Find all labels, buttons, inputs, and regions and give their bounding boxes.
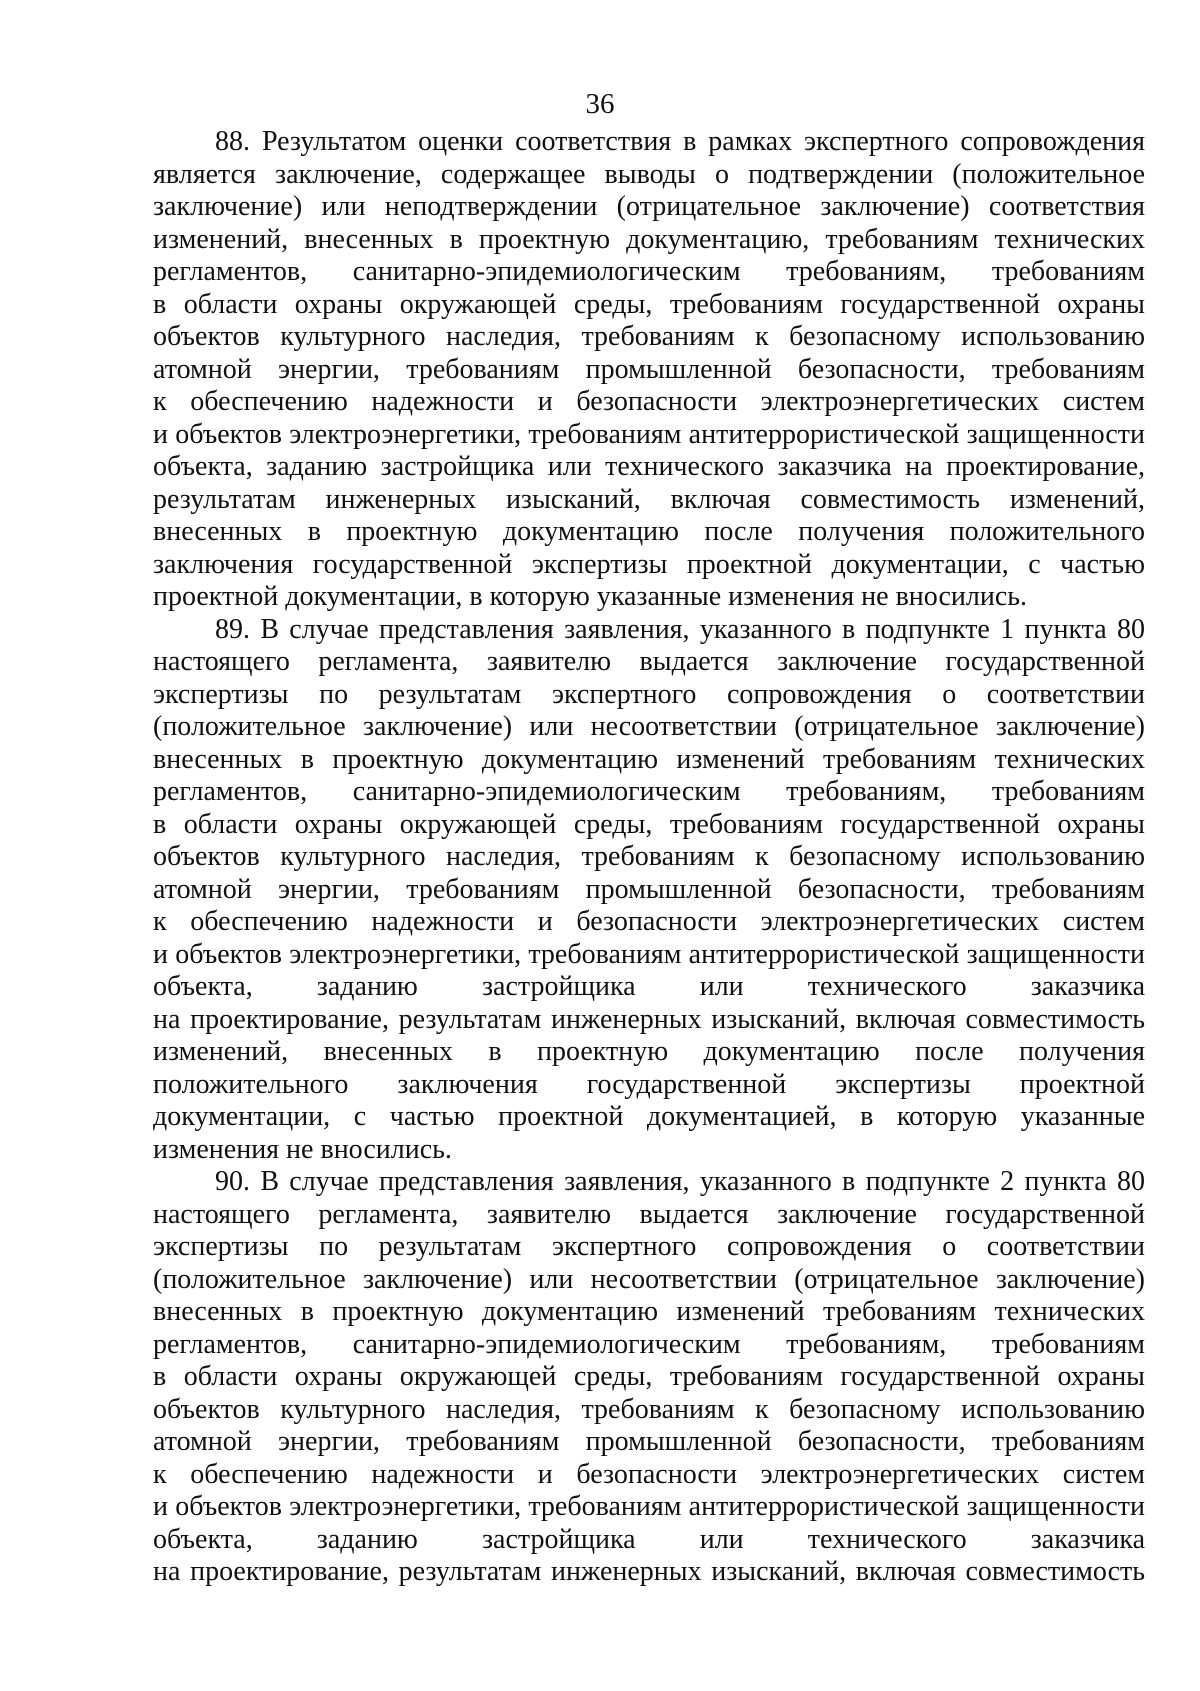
text-line: на проектирование, результатам инженерных изысканий, включая совместимость [153, 1556, 1145, 1587]
text-line: к обеспечению надежности и безопасности электроэнергетических систем [153, 1458, 1145, 1490]
text-line: 90. В случае представления заявления, указанного в подпункте 2 пункта 80 [215, 1166, 1145, 1197]
text-line: документации, с частью проектной документацией, в которую указанные [153, 1101, 1145, 1132]
text-line: объекта, заданию застройщика или технического заказчика [153, 1523, 1145, 1555]
text-line: изменений, внесенных в проектную документацию, требованиям технических [153, 223, 1145, 255]
text-line: объектов культурного наследия, требованиям к безопасному использованию [153, 321, 1145, 352]
text-line: объекта, заданию застройщика или технического заказчика [153, 971, 1145, 1002]
text-line: атомной энергии, требованиям промышленной безопасности, требованиям [153, 1426, 1145, 1457]
text-line: и объектов электроэнергетики, требованиям антитеррористической защищенности [153, 1491, 1145, 1522]
text-line: изменения не вносились. [153, 1133, 452, 1165]
text-line: 88. Результатом оценки соответствия в рамках экспертного сопровождения [215, 126, 1145, 157]
text-line: внесенных в проектную документацию изменений требованиям технических [153, 1296, 1145, 1327]
text-line: атомной энергии, требованиям промышленной безопасности, требованиям [153, 353, 1145, 385]
text-line: экспертизы по результатам экспертного сопровождения о соответствии [153, 678, 1145, 710]
paragraph [153, 126, 1145, 614]
text-line: внесенных в проектную документацию после получения положительного [153, 516, 1145, 547]
text-line: и объектов электроэнергетики, требованиям антитеррористической защищенности [153, 418, 1145, 450]
text-line: изменений, внесенных в проектную документацию после получения [153, 1036, 1145, 1067]
text-line: в области охраны окружающей среды, требованиям государственной охраны [153, 288, 1145, 320]
text-line: 89. В случае представления заявления, указанного в подпункте 1 пункта 80 [215, 613, 1145, 645]
text-line: и объектов электроэнергетики, требованиям антитеррористической защищенности [153, 938, 1145, 970]
text-line: является заключение, содержащее выводы о подтверждении (положительное [153, 158, 1145, 190]
text-line: на проектирование, результатам инженерных изысканий, включая совместимость [153, 1003, 1145, 1035]
text-line: объекта, заданию застройщика или технического заказчика на проектирование, [153, 451, 1145, 482]
paragraph [153, 614, 1145, 1167]
text-line: экспертизы по результатам экспертного сопровождения о соответствии [153, 1231, 1145, 1262]
text-line: объектов культурного наследия, требованиям к безопасному использованию [153, 841, 1145, 872]
text-line: атомной энергии, требованиям промышленной безопасности, требованиям [153, 873, 1145, 905]
text-line: регламентов, санитарно-эпидемиологическим требованиям, требованиям [153, 256, 1145, 287]
text-line: в области охраны окружающей среды, требованиям государственной охраны [153, 1361, 1145, 1392]
text-line: (положительное заключение) или несоответствии (отрицательное заключение) [153, 1263, 1145, 1295]
text-line: настоящего регламента, заявителю выдается заключение государственной [153, 1198, 1145, 1230]
text-line: внесенных в проектную документацию изменений требованиям технических [153, 743, 1145, 775]
document-body [153, 126, 1145, 1589]
text-line: заключения государственной экспертизы проектной документации, с частью [153, 548, 1145, 580]
text-line: положительного заключения государственной экспертизы проектной [153, 1068, 1145, 1100]
text-line: результатам инженерных изысканий, включая совместимость изменений, [153, 483, 1145, 515]
text-line: к обеспечению надежности и безопасности электроэнергетических систем [153, 386, 1145, 417]
text-line: к обеспечению надежности и безопасности электроэнергетических систем [153, 906, 1145, 937]
text-line: объектов культурного наследия, требованиям к безопасному использованию [153, 1393, 1145, 1425]
text-line: (положительное заключение) или несоответствии (отрицательное заключение) [153, 711, 1145, 742]
text-line: в области охраны окружающей среды, требованиям государственной охраны [153, 808, 1145, 840]
page-number: 36 [585, 88, 615, 120]
text-line: заключение) или неподтверждении (отрицательное заключение) соответствия [153, 191, 1145, 222]
text-line: регламентов, санитарно-эпидемиологическим требованиям, требованиям [153, 776, 1145, 807]
text-line: проектной документации, в которую указанные изменения не вносились. [153, 581, 1028, 612]
text-line: настоящего регламента, заявителю выдается заключение государственной [153, 646, 1145, 677]
text-line: регламентов, санитарно-эпидемиологическим требованиям, требованиям [153, 1328, 1145, 1360]
paragraph [153, 1166, 1145, 1589]
